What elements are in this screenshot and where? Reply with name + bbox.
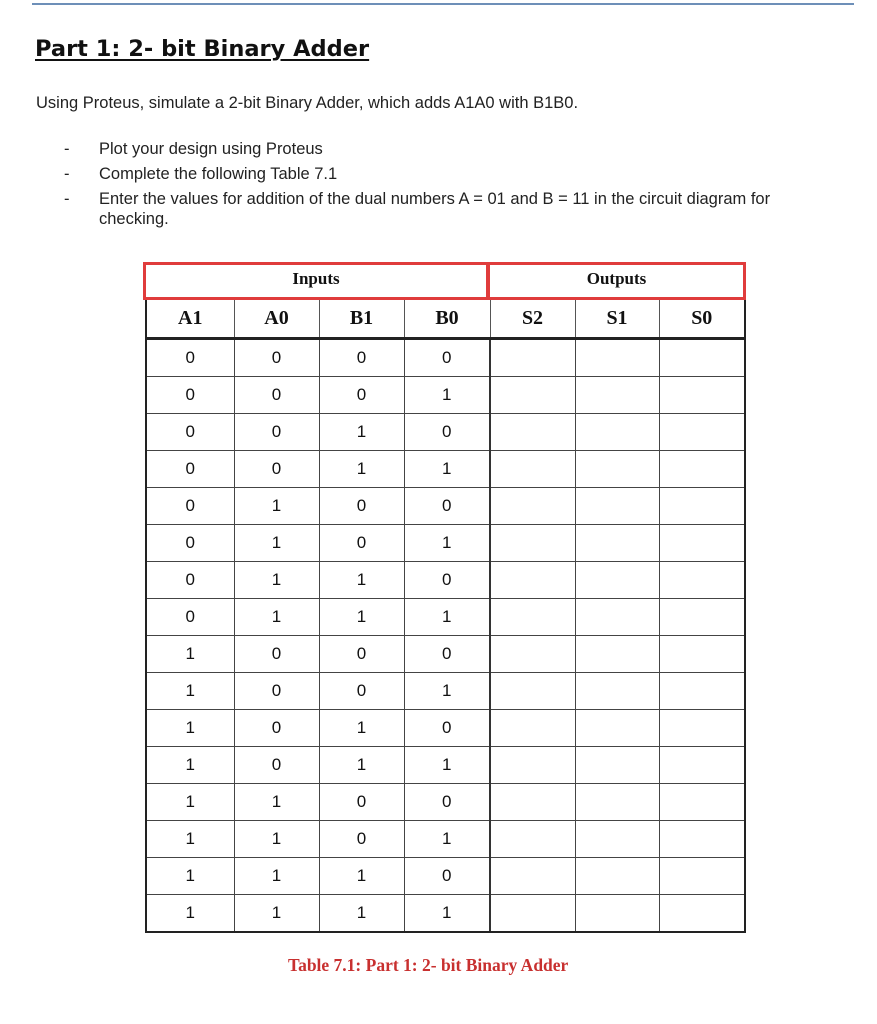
output-cell-s1[interactable] (575, 673, 659, 710)
output-cell-s2[interactable] (490, 821, 575, 858)
table-row (146, 339, 745, 377)
input-cell-a1: 1 (146, 821, 234, 858)
input-cell-b1: 1 (319, 451, 404, 488)
top-divider (32, 3, 854, 5)
input-cell-a0: 0 (234, 636, 319, 673)
input-cell-b0: 0 (404, 488, 490, 525)
instruction-text: Complete the following Table 7.1 (99, 165, 338, 183)
output-cell-s0[interactable] (659, 710, 745, 747)
column-header-s0: S0 (659, 300, 745, 339)
input-cell-a0: 0 (234, 339, 319, 377)
output-cell-s1[interactable] (575, 525, 659, 562)
inputs-group-header: Inputs (143, 262, 489, 300)
input-cell-a1: 1 (146, 747, 234, 784)
input-cell-b1: 0 (319, 525, 404, 562)
table-row (146, 895, 745, 933)
output-cell-s1[interactable] (575, 636, 659, 673)
table-row (146, 673, 745, 710)
output-cell-s0[interactable] (659, 636, 745, 673)
input-cell-b0: 1 (404, 821, 490, 858)
input-cell-a1: 0 (146, 525, 234, 562)
input-cell-a0: 0 (234, 673, 319, 710)
output-cell-s0[interactable] (659, 599, 745, 636)
output-cell-s1[interactable] (575, 377, 659, 414)
table-caption: Table 7.1: Part 1: 2- bit Binary Adder (288, 955, 569, 975)
input-cell-b1: 0 (319, 488, 404, 525)
column-header-s2: S2 (490, 300, 575, 339)
table-row (146, 821, 745, 858)
input-cell-b0: 0 (404, 339, 490, 377)
output-cell-s0[interactable] (659, 673, 745, 710)
input-cell-b1: 0 (319, 377, 404, 414)
output-cell-s1[interactable] (575, 784, 659, 821)
input-cell-b1: 1 (319, 562, 404, 599)
table-row (146, 414, 745, 451)
input-cell-b0: 0 (404, 858, 490, 895)
table-row (146, 488, 745, 525)
input-cell-a0: 1 (234, 858, 319, 895)
output-cell-s1[interactable] (575, 747, 659, 784)
input-cell-a0: 0 (234, 710, 319, 747)
instruction-item (64, 189, 824, 229)
input-cell-b0: 1 (404, 673, 490, 710)
input-cell-b1: 0 (319, 339, 404, 377)
output-cell-s2[interactable] (490, 747, 575, 784)
input-cell-a1: 0 (146, 451, 234, 488)
output-cell-s1[interactable] (575, 488, 659, 525)
input-cell-b0: 1 (404, 599, 490, 636)
input-cell-b0: 1 (404, 895, 490, 933)
column-header-b0: B0 (404, 300, 490, 339)
input-cell-a1: 1 (146, 784, 234, 821)
bullet-dash: - (64, 190, 70, 208)
input-cell-b0: 1 (404, 451, 490, 488)
table-row (146, 451, 745, 488)
input-cell-a0: 0 (234, 451, 319, 488)
input-cell-b1: 1 (319, 747, 404, 784)
input-cell-b1: 1 (319, 414, 404, 451)
input-cell-a0: 1 (234, 562, 319, 599)
output-cell-s2[interactable] (490, 858, 575, 895)
output-cell-s2[interactable] (490, 562, 575, 599)
output-cell-s1[interactable] (575, 562, 659, 599)
table-header-row (146, 300, 745, 339)
table-row (146, 525, 745, 562)
output-cell-s1[interactable] (575, 710, 659, 747)
output-cell-s2[interactable] (490, 414, 575, 451)
input-cell-a0: 1 (234, 821, 319, 858)
input-cell-b1: 1 (319, 895, 404, 933)
input-cell-b0: 1 (404, 747, 490, 784)
output-cell-s2[interactable] (490, 525, 575, 562)
outputs-group-header: Outputs (487, 262, 746, 300)
table-row (146, 747, 745, 784)
column-header-b1: B1 (319, 300, 404, 339)
output-cell-s0[interactable] (659, 858, 745, 895)
output-cell-s1[interactable] (575, 895, 659, 933)
input-cell-a0: 0 (234, 377, 319, 414)
table-row (146, 858, 745, 895)
output-cell-s1[interactable] (575, 858, 659, 895)
output-cell-s2[interactable] (490, 377, 575, 414)
column-header-a1: A1 (146, 300, 234, 339)
input-cell-a1: 0 (146, 339, 234, 377)
truth-table-body (146, 339, 745, 933)
output-cell-s1[interactable] (575, 414, 659, 451)
input-cell-a1: 0 (146, 599, 234, 636)
instruction-text: Plot your design using Proteus (99, 140, 323, 158)
output-cell-s2[interactable] (490, 488, 575, 525)
input-cell-a1: 0 (146, 377, 234, 414)
output-cell-s2[interactable] (490, 673, 575, 710)
input-cell-b1: 0 (319, 636, 404, 673)
bullet-dash: - (64, 165, 70, 183)
input-cell-b0: 1 (404, 525, 490, 562)
input-cell-b1: 1 (319, 710, 404, 747)
output-cell-s1[interactable] (575, 339, 659, 377)
table-row (146, 784, 745, 821)
instruction-item (64, 164, 824, 184)
output-cell-s2[interactable] (490, 895, 575, 933)
output-cell-s2[interactable] (490, 451, 575, 488)
input-cell-a0: 1 (234, 599, 319, 636)
input-cell-a1: 1 (146, 710, 234, 747)
input-cell-b0: 1 (404, 377, 490, 414)
output-cell-s0[interactable] (659, 821, 745, 858)
input-cell-b0: 0 (404, 636, 490, 673)
output-cell-s2[interactable] (490, 710, 575, 747)
input-cell-a1: 0 (146, 562, 234, 599)
input-cell-a1: 1 (146, 895, 234, 933)
table-row (146, 599, 745, 636)
input-cell-a0: 0 (234, 747, 319, 784)
bullet-dash: - (64, 140, 70, 158)
input-cell-a1: 1 (146, 858, 234, 895)
input-cell-a1: 1 (146, 636, 234, 673)
input-cell-a1: 0 (146, 488, 234, 525)
column-header-a0: A0 (234, 300, 319, 339)
section-heading: Part 1: 2- bit Binary Adder (35, 36, 370, 62)
output-cell-s2[interactable] (490, 599, 575, 636)
input-cell-a0: 1 (234, 895, 319, 933)
table-row (146, 562, 745, 599)
truth-table (145, 300, 746, 933)
input-cell-a0: 1 (234, 525, 319, 562)
input-cell-a1: 1 (146, 673, 234, 710)
intro-paragraph: Using Proteus, simulate a 2-bit Binary Adder, which adds A1A0 with B1B0. (36, 94, 579, 112)
output-cell-s2[interactable] (490, 784, 575, 821)
output-cell-s1[interactable] (575, 821, 659, 858)
input-cell-b0: 0 (404, 562, 490, 599)
output-cell-s0[interactable] (659, 784, 745, 821)
input-cell-b1: 0 (319, 784, 404, 821)
input-cell-a0: 0 (234, 414, 319, 451)
input-cell-b1: 0 (319, 821, 404, 858)
instruction-list (64, 139, 824, 229)
table-row (146, 710, 745, 747)
input-cell-b1: 1 (319, 858, 404, 895)
column-header-s1: S1 (575, 300, 659, 339)
table-row (146, 636, 745, 673)
output-cell-s1[interactable] (575, 451, 659, 488)
output-cell-s0[interactable] (659, 414, 745, 451)
instruction-item (64, 139, 824, 159)
input-cell-a0: 1 (234, 784, 319, 821)
output-cell-s1[interactable] (575, 599, 659, 636)
output-cell-s0[interactable] (659, 562, 745, 599)
output-cell-s0[interactable] (659, 895, 745, 933)
input-cell-b1: 1 (319, 599, 404, 636)
instruction-text: Enter the values for addition of the dual numbers A = 01 and B = 11 in the circuit diagram for checking. (99, 190, 771, 228)
output-cell-s2[interactable] (490, 339, 575, 377)
output-cell-s0[interactable] (659, 525, 745, 562)
output-cell-s0[interactable] (659, 488, 745, 525)
input-cell-b0: 0 (404, 710, 490, 747)
input-cell-a0: 1 (234, 488, 319, 525)
output-cell-s0[interactable] (659, 747, 745, 784)
output-cell-s0[interactable] (659, 377, 745, 414)
output-cell-s0[interactable] (659, 339, 745, 377)
input-cell-b0: 0 (404, 784, 490, 821)
input-cell-b1: 0 (319, 673, 404, 710)
input-cell-a1: 0 (146, 414, 234, 451)
output-cell-s0[interactable] (659, 451, 745, 488)
input-cell-b0: 0 (404, 414, 490, 451)
output-cell-s2[interactable] (490, 636, 575, 673)
table-row (146, 377, 745, 414)
